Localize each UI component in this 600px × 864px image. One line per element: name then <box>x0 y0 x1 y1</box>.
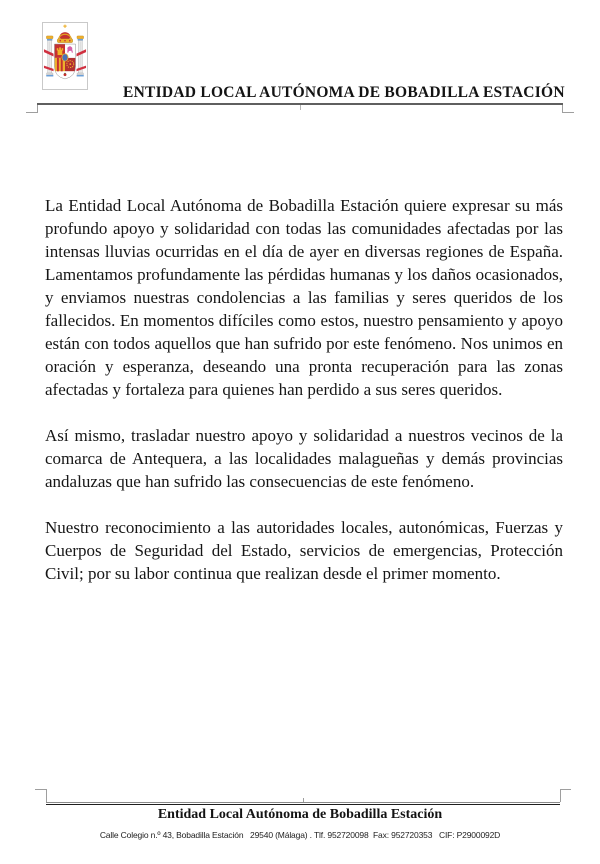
spain-coat-of-arms-icon <box>43 23 87 89</box>
document-body <box>45 194 563 608</box>
paragraph-1: La Entidad Local Autónoma de Bobadilla Estación quiere expresar su más profundo apoyo y solidaridad con todas las comunidades afectadas por las intensas lluvias ocurridas en el día de ayer en diversas regiones de España. Lamentamos profundamente las pérdidas humanas y los daños ocasionados, y enviamos nuestras condolencias a las familias y seres queridos de los fallecidos. En momentos difíciles como estos, nuestro pensamiento y apoyo están con todos aquellos que han sufrido por este fenómeno. Nos unimos en oración y esperanza, deseando una pronta recuperación para las zonas afectadas y fortaleza para quienes han perdido a sus seres queridos. <box>45 196 563 399</box>
footer-entity-name: Entidad Local Autónoma de Bobadilla Estación <box>157 807 443 822</box>
footer-address: Calle Colegio n.º 43, Bobadilla Estación 29540 (Málaga) . Tlf. 952720098 Fax: 952720353 CIF: P2900092D <box>99 830 501 840</box>
footer-rule-right-tick <box>560 789 561 802</box>
header-rule-left-tick <box>37 105 38 113</box>
footer-rule-left-foot <box>35 789 46 790</box>
header-rule-right-foot <box>563 112 574 113</box>
spain-coat-of-arms-logo <box>42 22 88 90</box>
header-rule-left-foot <box>26 112 37 113</box>
paragraph-2: Así mismo, trasladar nuestro apoyo y solidaridad a nuestros vecinos de la comarca de Antequera, a las localidades malagueñas y demás provincias andaluzas que han sufrido las consecuencias de este fenómeno. <box>45 426 563 491</box>
header-rule-center-tick <box>300 105 301 110</box>
entity-title: ENTIDAD LOCAL AUTÓNOMA DE BOBADILLA ESTACIÓN <box>123 84 565 101</box>
paragraph-3: Nuestro reconocimiento a las autoridades locales, autonómicas, Fuerzas y Cuerpos de Seguridad del Estado, servicios de emergencias, Protección Civil; por su labor continua que realizan desde el primer momento. <box>45 518 563 583</box>
footer-rule-left-tick <box>46 789 47 802</box>
footer-rule-right-foot <box>560 789 571 790</box>
footer-rule <box>46 802 560 803</box>
